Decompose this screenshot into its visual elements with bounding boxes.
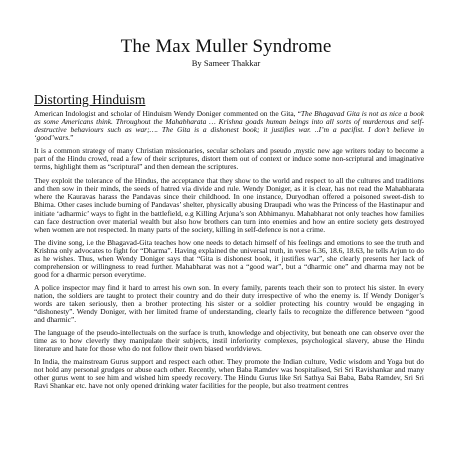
paragraph-1-tail: ” <box>70 133 74 143</box>
author-byline: By Sameer Thakkar <box>191 58 261 68</box>
article-body <box>34 110 424 395</box>
doniger-quote: The Bhagavad Gita is not as nice a book as some Americans think. Throughout the Mahabharata … Krishna goads human beings into all sorts of murderous and self-destructive behaviours such as war;…. The Gita is a dishonest book; it justifies war. ..I’m a pacifist. I don’t believe in ‘good’wars. <box>34 109 424 143</box>
document-title: The Max Muller Syndrome <box>120 36 332 57</box>
paragraph-2: It is a common strategy of many Christian missionaries, secular scholars and pseudo ,mystic new age writers today to become a part of the Hindu crowd, read a few of their scriptures, distort them out of context or induce some non-scriptural and imaginative terms, highlight them as “scriptural” and then demean the scriptures. <box>34 146 424 172</box>
paragraph-1-lead: American Indologist and scholar of Hinduism Wendy Doniger commented on the Gita, “ <box>34 109 301 118</box>
paragraph-6: The language of the pseudo-intellectuals on the surface is truth, knowledge and objectivity, but beneath one can observe over the time as to how cleverly they manipulate their subjects, instil inferiority complexes, psychological slavery, abuse the Hindu literature and hate for those who do not follow their own biased worldviews. <box>34 328 424 354</box>
section-heading: Distorting Hinduism <box>34 92 146 107</box>
paragraph-1 <box>34 110 424 142</box>
paragraph-7: In India, the mainstream Gurus support and respect each other. They promote the Indian culture, Vedic wisdom and Yoga but do not hold any personal grudges or abuse each other. Recently, when Baba Ramdev was hospitalised, Sri Sri Ravishankar and many other gurus went to see him and wished him speedy recovery. The Hindu Gurus like Sri Sathya Sai Baba, Baba Ramdev, Sri Sri Ravi Shankar etc. have not only opened drinking water facilities for the people, but also treatment centres <box>34 357 424 391</box>
paragraph-3: They exploit the tolerance of the Hindus, the acceptance that they show to the world and respect to all the cultures and traditions and then sow in their minds, the seeds of hatred via divide and rule. Wendy Doniger, as it is clear, has not read the Mahabharata where the Kauravas harass the Pandavas since their childhood. In one instance, Duryodhan offered a poisoned sweet-dish to Bhima. Other cases include burning of Pandavas’ shelter, physically abusing Draupadi who was the Princess of the Hastinapur and initiate ‘adharmic’ ways to fight in the battlefield, e.g Killing Arjuna’s son Abhimanyu. Mahabharat not only teaches how families can face destruction over material wealth but also how brothers can turn into enemies and how an entire society gets destroyed when women are not respected. In many parts of the society, killing in self-defence is not a crime. <box>34 176 424 234</box>
paragraph-5: A police inspector may find it hard to arrest his own son. In every family, parents teach their son to protect his sister. In every nation, the soldiers are taught to protect their country and do their duty irrespective of who the enemy is. If Wendy Doniger’s words are taken seriously, then a brother protecting his sister or a soldier protecting his country would be engaging in “dishonesty”. Wendy Doniger, with her limited frame of understanding, clearly fails to recognize the difference between “good and dharmic”. <box>34 282 424 325</box>
paragraph-4: The divine song, i.e the Bhagavad-Gita teaches how one needs to detach himself of his feelings and emotions to see the truth and Krishna only advocates to fight for “Dharma”. Having explained the universal truth, in verse 6.36, 18.6, 18.63, he tells Arjun to do as he wishes. Thus, when Wendy Doniger says that “Gita is dishonest book, it justifies war”, she clearly presents her lack of comprehension or willingness to read further. Mahabharat was not a “good war”, but a “dharmic one” and dharma may not be good for a dharmic person everytime. <box>34 237 424 279</box>
